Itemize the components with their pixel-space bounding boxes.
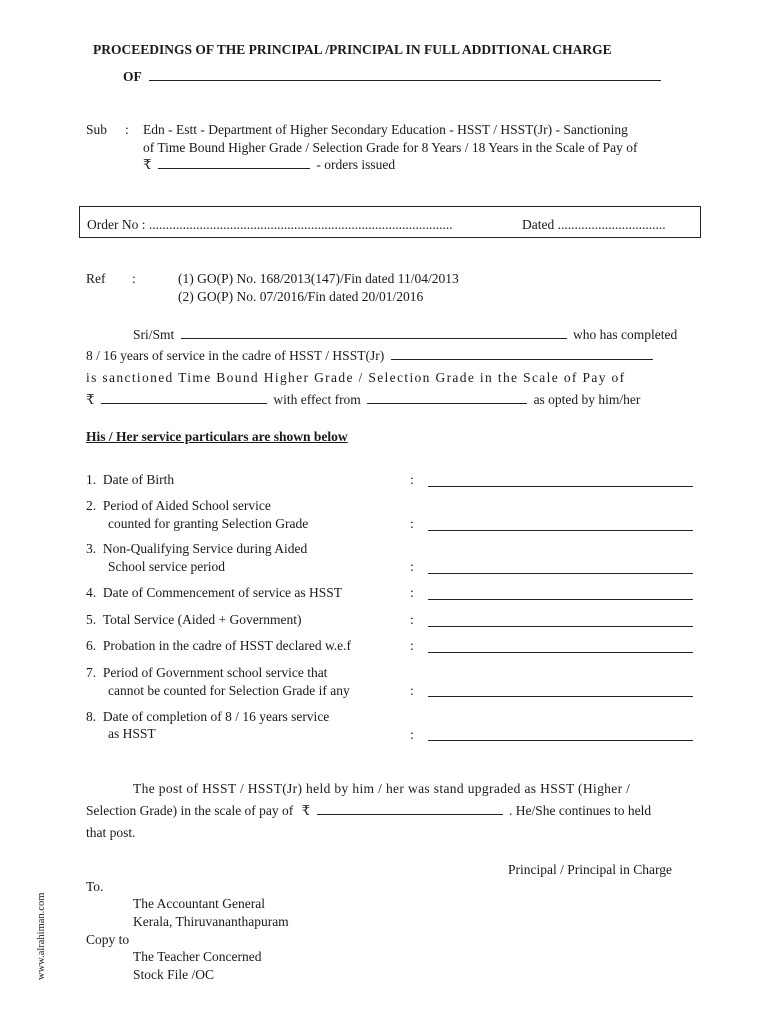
particular-item-6: 6. Probation in the cadre of HSST declared w.e.f: [86, 638, 352, 653]
particular-item-8: 8. Date of completion of 8 / 16 years service: [86, 709, 330, 724]
body-line-1: Sri/Smt who has completed: [133, 327, 678, 342]
of-blank-line: [149, 79, 661, 81]
subject-line-1: Edn - Estt - Department of Higher Secondary Education - HSST / HSST(Jr) - Sanctioning: [143, 122, 628, 137]
reference-colon: :: [132, 271, 136, 286]
particular-item-2: 2. Period of Aided School service: [86, 498, 271, 513]
of-label: OF: [123, 69, 661, 85]
copy-label: Copy to: [86, 932, 130, 947]
particular-item-3-cont: School service period: [108, 559, 225, 574]
copy-line-2: Stock File /OC: [133, 967, 215, 982]
reference-label: Ref: [86, 271, 106, 286]
copy-line-1: The Teacher Concerned: [133, 949, 262, 964]
order-number: Order No : ..........................................................................................: [87, 217, 453, 232]
post-line-1: The post of HSST / HSST(Jr) held by him / her was stand upgraded as HSST (Higher /: [133, 781, 631, 796]
particular-colon: :: [410, 727, 414, 742]
particular-blank-7: [428, 681, 693, 697]
subject-colon: :: [125, 122, 129, 137]
particular-blank-1: [428, 471, 693, 487]
particular-blank-4: [428, 584, 693, 600]
particular-item-4: 4. Date of Commencement of service as HSST: [86, 585, 343, 600]
particular-item-5: 5. Total Service (Aided + Government): [86, 612, 302, 627]
particular-item-1: 1. Date of Birth: [86, 472, 175, 487]
particular-blank-2: [428, 515, 693, 531]
rupee-symbol: ₹: [86, 392, 95, 407]
particular-colon: :: [410, 472, 414, 487]
subject-line-2: of Time Bound Higher Grade / Selection Grade for 8 Years / 18 Years in the Scale of Pay of: [143, 140, 638, 155]
name-blank: [181, 337, 567, 339]
particular-blank-8: [428, 725, 693, 741]
subject-pay-blank: [158, 167, 310, 169]
signature-label: Principal / Principal in Charge: [508, 862, 672, 877]
particular-item-2-cont: counted for granting Selection Grade: [108, 516, 309, 531]
particular-item-8-cont: as HSST: [108, 726, 156, 741]
body-line-2: 8 / 16 years of service in the cadre of HSST / HSST(Jr): [86, 348, 653, 364]
particular-colon: :: [410, 559, 414, 574]
particular-colon: :: [410, 516, 414, 531]
website-watermark: www.alrahiman.com: [36, 892, 47, 980]
to-line-2: Kerala, Thiruvananthapuram: [133, 914, 289, 929]
post-line-3: that post.: [86, 825, 136, 840]
subject-label: Sub: [86, 122, 108, 137]
reference-item-1: (1) GO(P) No. 168/2013(147)/Fin dated 11/04/2013: [178, 271, 459, 286]
particular-blank-5: [428, 611, 693, 627]
reference-item-2: (2) GO(P) No. 07/2016/Fin dated 20/01/2016: [178, 289, 424, 304]
particular-colon: :: [410, 683, 414, 698]
particular-colon: :: [410, 638, 414, 653]
particular-item-7-cont: cannot be counted for Selection Grade if any: [108, 683, 350, 698]
cadre-blank: [391, 358, 653, 360]
body-line-4: ₹ with effect from as opted by him/her: [86, 392, 641, 407]
particular-colon: :: [410, 612, 414, 627]
particular-item-7: 7. Period of Government school service that: [86, 665, 328, 680]
body-line-3: is sanctioned Time Bound Higher Grade / Selection Grade in the Scale of Pay of: [86, 370, 626, 385]
particular-blank-6: [428, 637, 693, 653]
particular-colon: :: [410, 585, 414, 600]
particulars-heading: His / Her service particulars are shown below: [86, 429, 348, 444]
pay-blank: [101, 402, 267, 404]
subject-line-3: ₹ - orders issued: [143, 157, 396, 172]
particular-item-3: 3. Non-Qualifying Service during Aided: [86, 541, 308, 556]
document-title: PROCEEDINGS OF THE PRINCIPAL /PRINCIPAL IN FULL ADDITIONAL CHARGE: [93, 42, 612, 57]
particular-blank-3: [428, 558, 693, 574]
post-line-2: Selection Grade) in the scale of pay of ₹ . He/She continues to held: [86, 803, 652, 818]
to-line-1: The Accountant General: [133, 896, 265, 911]
post-pay-blank: [317, 813, 503, 815]
effect-date-blank: [367, 402, 527, 404]
order-dated: Dated ................................: [522, 217, 666, 232]
rupee-symbol: ₹: [143, 157, 152, 172]
to-label: To.: [86, 879, 104, 894]
rupee-symbol: ₹: [301, 803, 311, 818]
